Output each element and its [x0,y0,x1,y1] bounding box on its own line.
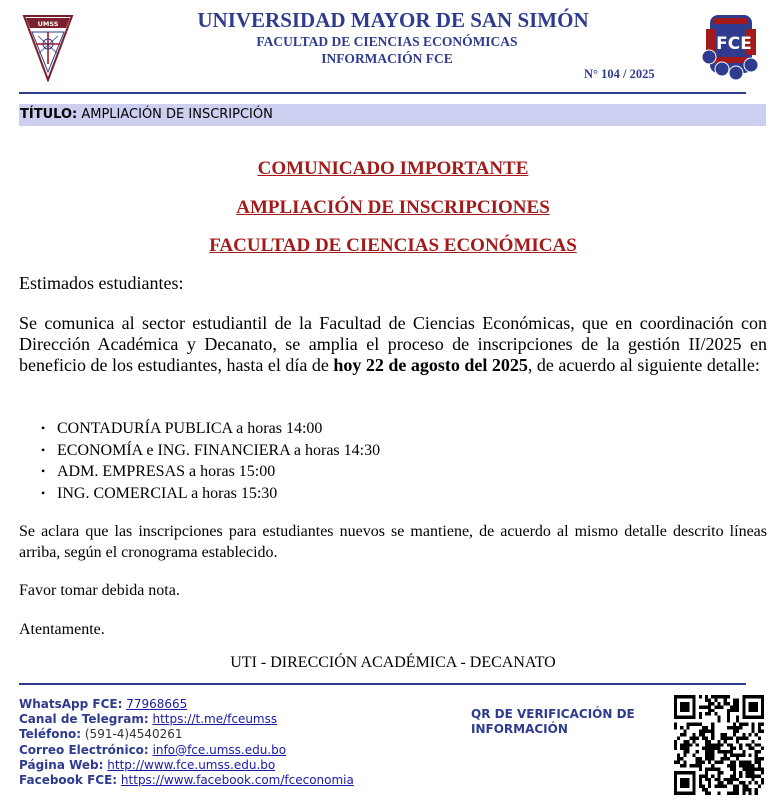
qr-code[interactable] [674,695,764,795]
email-label: Correo Electrónico: [19,742,149,757]
umss-logo-text: UMSS [37,20,59,28]
title-bar [19,104,766,126]
qr-finder-square [748,702,757,712]
footer-divider [19,683,746,685]
document-number: N° 104 / 2025 [584,67,655,81]
university-name: UNIVERSIDAD MAYOR DE SAN SIMÓN [197,8,589,32]
title-label: TÍTULO: [20,107,78,122]
phone-label: Teléfono: [19,727,82,742]
phone-value: (591-4)4540261 [84,727,183,742]
title-value: AMPLIACIÓN DE INSCRIPCIÓN [81,107,273,122]
faculty-name: FACULTAD DE CIENCIAS ECONÓMICAS [256,34,518,49]
facebook-link[interactable]: https://www.facebook.com/fceconomia [120,773,354,788]
telegram-label: Canal de Telegram: [19,712,149,727]
office-name: INFORMACIÓN FCE [321,51,453,66]
closing: Atentamente. [19,621,105,638]
signature: UTI - DIRECCIÓN ACADÉMICA - DECANATO [230,654,556,671]
note-paragraph: Favor tomar debida nota. [19,582,180,599]
qr-finder-square [680,778,689,788]
schedule-list [19,418,380,504]
list-item: • ADM. EMPRESAS a horas 15:00 [57,461,380,483]
list-item: • CONTADURÍA PUBLICA a horas 14:00 [57,418,380,440]
communique-subject: AMPLIACIÓN DE INSCRIPCIONES [236,197,550,218]
qr-finder-square [680,702,689,712]
web-link[interactable]: http://www.fce.umss.edu.bo [107,757,276,772]
communique-faculty: FACULTAD DE CIENCIAS ECONÓMICAS [209,235,577,256]
greeting: Estimados estudiantes: [19,273,184,293]
list-item: • ING. COMERCIAL a horas 15:30 [57,483,380,505]
list-item: • ECONOMÍA e ING. FINANCIERA a horas 14:30 [57,440,380,462]
whatsapp-label: WhatsApp FCE: [19,697,123,711]
main-paragraph [19,313,767,376]
whatsapp-link[interactable]: 77968665 [126,697,188,711]
web-label: Página Web: [19,757,104,772]
header-divider [19,92,746,94]
footer-contacts [19,697,354,788]
deadline-date: hoy 22 de agosto del 2025 [333,355,528,375]
qr-label: QR DE VERIFICACIÓN DE INFORMACIÓN [471,707,635,736]
main-paragraph-start: Se comunica al sector estudiantil de la Facultad de Ciencias Económicas, que en coordinación con Dirección Académica y Decanato, se amplia el proceso de inscripciones de la gestión II/2025 en beneficio de los estudiantes, hasta el día de [19,313,767,375]
main-paragraph-end: , de acuerdo al siguiente detalle: [527,355,760,375]
fce-logo [700,13,762,81]
clarification-paragraph: Se aclara que las inscripciones para estudiantes nuevos se mantiene, de acuerdo al mismo detalle descrito líneas arriba, según el cronograma establecido. [19,523,767,561]
email-link[interactable]: info@fce.umss.edu.bo [152,742,287,757]
telegram-link[interactable]: https://t.me/fceumss [152,712,278,727]
communique-heading: COMUNICADO IMPORTANTE [257,158,529,179]
fce-logo-text: FCE [716,34,752,54]
facebook-label: Facebook FCE: [19,773,118,788]
